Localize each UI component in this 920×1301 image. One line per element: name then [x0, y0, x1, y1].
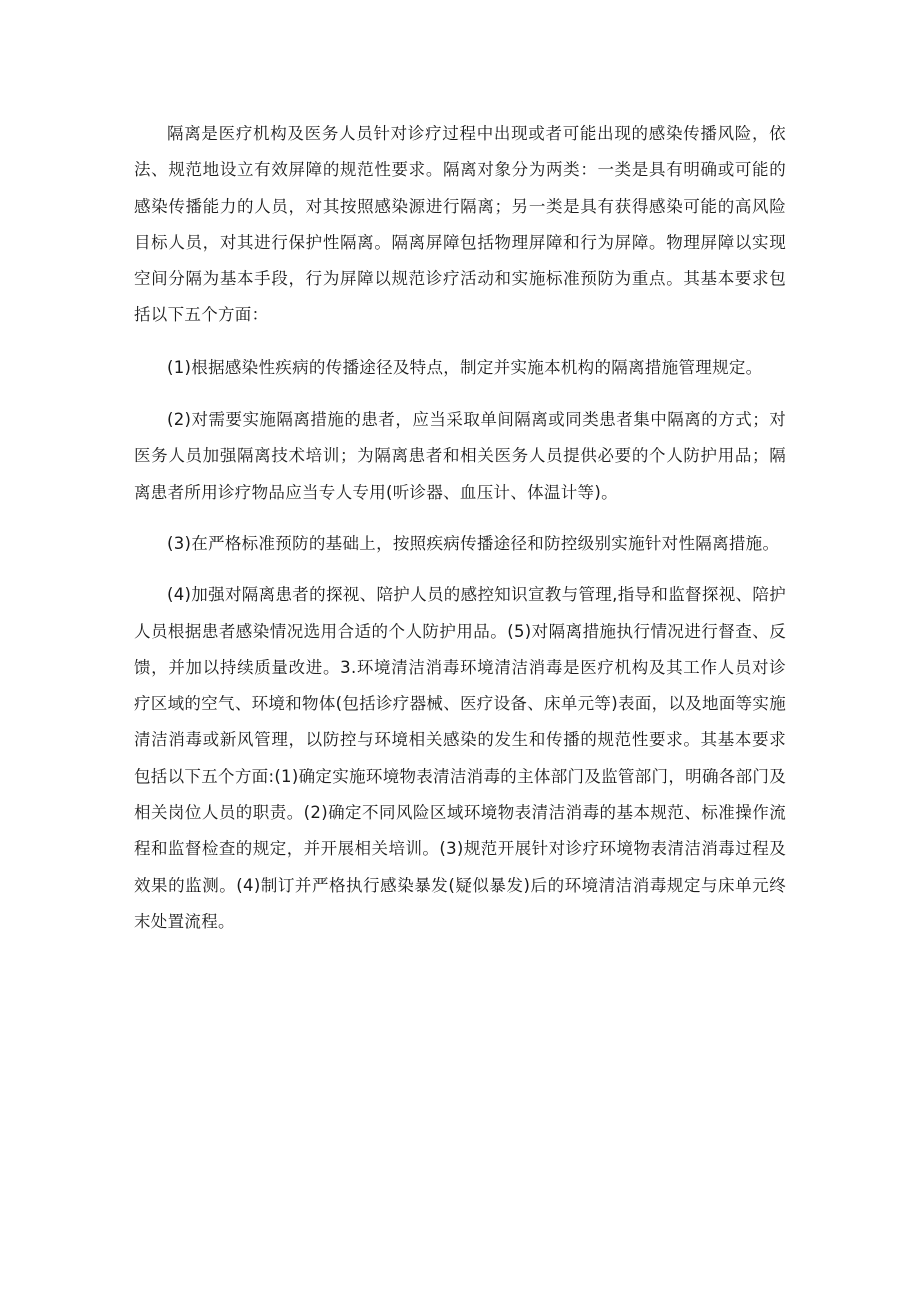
paragraph-item-3: (3)在严格标准预防的基础上，按照疾病传播途径和防控级别实施针对性隔离措施。 — [167, 533, 780, 553]
paragraph-item-1: (1)根据感染性疾病的传播途径及特点，制定并实施本机构的隔离措施管理规定。 — [167, 357, 763, 377]
paragraph-item-2: (2)对需要实施隔离措施的患者，应当采取单间隔离或同类患者集中隔离的方式；对医务人员加强隔离技术培训；为隔离患者和相关医务人员提供必要的个人防护用品；隔离患者所用诊疗物品应当专人专用(听诊器、血压计、体温计等)。 — [134, 410, 786, 502]
document-body — [134, 116, 786, 940]
paragraph-isolation-intro: 隔离是医疗机构及医务人员针对诊疗过程中出现或者可能出现的感染传播风险，依法、规范地设立有效屏障的规范性要求。隔离对象分为两类：一类是具有明确或可能的感染传播能力的人员，对其按照感染源进行隔离；另一类是具有获得感染可能的高风险目标人员，对其进行保护性隔离。隔离屏障包括物理屏障和行为屏障。物理屏障以实现空间分隔为基本手段，行为屏障以规范诊疗活动和实施标准预防为重点。其基本要求包括以下五个方面： — [134, 124, 786, 325]
paragraph-item-4-environment: (4)加强对隔离患者的探视、陪护人员的感控知识宣教与管理,指导和监督探视、陪护人员根据患者感染情况选用合适的个人防护用品。(5)对隔离措施执行情况进行督查、反馈，并加以持续质量改进。3.环境清洁消毒环境清洁消毒是医疗机构及其工作人员对诊疗区域的空气、环境和物体(包括诊疗器械、医疗设备、床单元等)表面，以及地面等实施清洁消毒或新风管理，以防控与环境相关感染的发生和传播的规范性要求。其基本要求包括以下五个方面:(1)确定实施环境物表清洁消毒的主体部门及监管部门，明确各部门及相关岗位人员的职责。(2)确定不同风险区域环境物表清洁消毒的基本规范、标准操作流程和监督检查的规定，并开展相关培训。(3)规范开展针对诊疗环境物表清洁消毒过程及效果的监测。(4)制订并严格执行感染暴发(疑似暴发)后的环境清洁消毒规定与床单元终末处置流程。 — [134, 585, 786, 931]
